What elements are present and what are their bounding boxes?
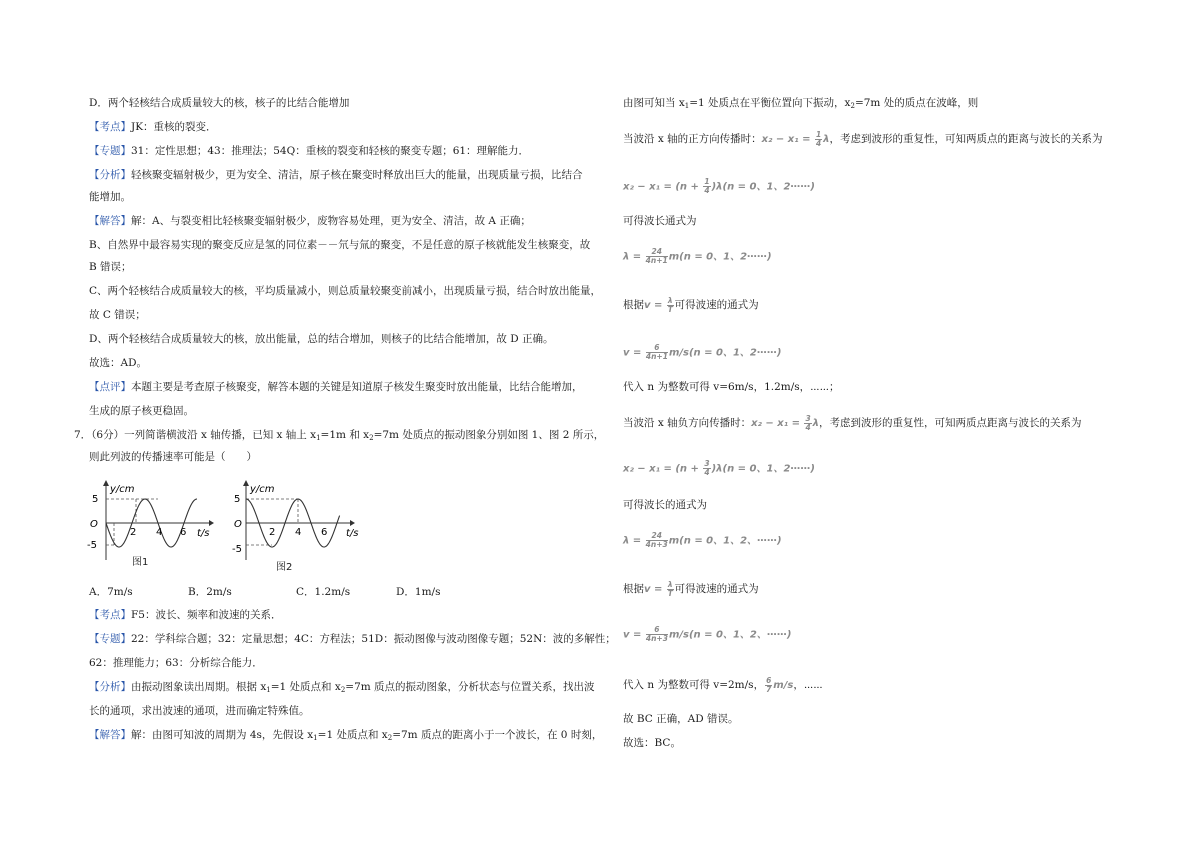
y-tick-pos: 5 [92, 494, 99, 505]
formula: v = $\frac{\lambda}{T}$ [644, 295, 673, 314]
q6-jieda-d: D、两个轻核结合成质量较大的核，放出能量，总的结合增加，则核子的比结合能增加，故 D 正确。 [89, 333, 554, 345]
q6-zhuanti: 【专题】31：定性思想；43：推理法；54Q：重核的裂变和轻核的聚变专题；61：理解能力． [89, 145, 530, 157]
q6-kaodian: 【考点】JK：重核的裂变． [89, 121, 217, 133]
r-line-2: 当波沿 x 轴的正方向传播时：x₂ − x₁ = $\frac{1}{4}$ λ，考虑到波形的重复性，可知两质点的距离与波长的关系为 [623, 129, 1103, 148]
x-tick: 2 [130, 527, 137, 538]
jieda-tag: 【解答】 [89, 729, 131, 741]
formula: x₂ − x₁ = $\frac{3}{4}$ λ [751, 413, 819, 432]
option-d: D．1m/s [396, 586, 441, 598]
dianping-tag: 【点评】 [89, 381, 131, 393]
y-tick-neg: -5 [232, 544, 242, 555]
origin-label: O [90, 519, 98, 530]
r-line-11: 可得波长的通式为 [623, 499, 707, 511]
formula-distance-positive: x₂ − x₁ = (n + $\frac{1}{4}$ )λ(n = 0、1、2⋯⋯) [623, 177, 815, 195]
question-number: 7． [74, 429, 92, 441]
q6-fenxi: 【分析】轻核聚变辐射极少，更为安全、清洁，原子核在聚变时释放出巨大的能量，出现质量亏损，比结合 [89, 169, 583, 181]
x-tick: 4 [295, 527, 302, 538]
x-axis-label: t/s [346, 528, 359, 539]
q7-fenxi-cont: 长的通项，求出波速的通项，进而确定特殊值。 [89, 705, 310, 717]
option-c: C．1.2m/s [296, 586, 351, 598]
r-line-16: 故 BC 正确，AD 错误。 [623, 713, 739, 725]
jieda-tag: 【解答】 [89, 215, 131, 227]
formula: $\frac{6}{7}$ m/s [766, 675, 794, 694]
fenxi-tag: 【分析】 [89, 681, 131, 693]
y-axis-label: y/cm [250, 484, 275, 495]
q6-option-d: D．两个轻核结合成质量较大的核，核子的比结合能增加 [89, 97, 350, 109]
vibration-graph-1 [84, 478, 214, 570]
option-a: A．7m/s [89, 586, 133, 598]
q6-dianping: 【点评】本题主要是考查原子核聚变，解答本题的关键是知道原子核发生聚变时放出能量，比结合能增加， [89, 381, 583, 393]
x-tick: 4 [156, 527, 163, 538]
q6-jieda-c-cont: 故 C 错误； [89, 309, 146, 321]
q6-jieda: 【解答】解：A、与裂变相比轻核聚变辐射极少，废物容易处理，更为安全、清洁，故 A 正确； [89, 215, 531, 227]
r-line-13: 根据v = $\frac{\lambda}{T}$ 可得波速的通式为 [623, 579, 759, 598]
q7-zhuanti-cont: 62：推理能力；63：分析综合能力． [89, 657, 263, 669]
zhuanti-tag: 【专题】 [89, 633, 131, 645]
r-line-17: 故选：BC。 [623, 737, 681, 749]
formula: v = $\frac{\lambda}{T}$ [644, 579, 673, 598]
fenxi-tag: 【分析】 [89, 169, 131, 181]
formula-speed-1: v = $\frac{6}{4n+1}$ m/s(n = 0、1、2⋯⋯) [623, 343, 782, 361]
kaodian-tag: 【考点】 [89, 609, 131, 621]
formula: x₂ − x₁ = $\frac{1}{4}$ λ [761, 129, 830, 148]
y-tick-pos: 5 [234, 494, 241, 505]
r-line-15: 代入 n 为整数可得 v=2m/s， $\frac{6}{7}$ m/s，⋯⋯ [623, 675, 823, 694]
zhuanti-tag: 【专题】 [89, 145, 131, 157]
q6-jieda-c: C、两个轻核结合成质量较大的核，平均质量减小，则总质量较聚变前减小，出现质量亏损，结合时放出能量， [89, 285, 602, 297]
r-line-8: 代入 n 为整数可得 v=6m/s，1.2m/s，⋯⋯； [623, 381, 840, 393]
kaodian-tag: 【考点】 [89, 121, 131, 133]
q6-dianping-cont: 生成的原子核更稳固。 [89, 405, 194, 417]
vibration-graph-2 [228, 478, 360, 570]
formula-wavelength-1: λ = $\frac{24}{4n+1}$ m(n = 0、1、2⋯⋯) [623, 247, 772, 265]
q7-stem-cont: 则此列波的传播速率可能是（ ） [89, 451, 257, 463]
y-axis-label: y/cm [110, 484, 135, 495]
x-tick: 6 [180, 527, 187, 538]
q7-stem: 7．（6分）一列简谐横波沿 x 轴传播，已知 x 轴上 $x_1=1m$ 和 $x_2=7m$ 处质点的振动图象分别如图 1、图 2 所示， [74, 429, 605, 442]
figure-1-caption: 图1 [132, 557, 149, 568]
q6-jieda-b-cont: B 错误； [89, 261, 132, 273]
x-tick: 2 [269, 527, 276, 538]
r-line-1: 由图可知当 $x_1=1$ 处质点在平衡位置向下振动，$x_2=7m$ 处的质点在波峰，则 [623, 97, 979, 110]
x-axis-label: t/s [197, 528, 210, 539]
origin-label: O [234, 519, 242, 530]
q6-jieda-b: B、自然界中最容易实现的聚变反应是氢的同位素－－氘与氚的聚变，不是任意的原子核就能发生核聚变，故 [89, 239, 591, 251]
q7-fenxi: 【分析】由振动图象读出周期。根据 $x_1=1$ 处质点和 $x_2=7m$ 质点的振动图象，分析状态与位置关系，找出波 [89, 681, 595, 694]
q7-jieda: 【解答】解：由图可知波的周期为 4s，先假设 $x_1=1$ 处质点和 $x_2=7m$ 质点的距离小于一个波长，在 0 时刻， [89, 729, 603, 742]
option-b: B．2m/s [188, 586, 232, 598]
r-line-9: 当波沿 x 轴负方向传播时：x₂ − x₁ = $\frac{3}{4}$ λ，考虑到波形的重复性，可知两质点距离与波长的关系为 [623, 413, 1082, 432]
q6-fenxi-cont: 能增加。 [89, 191, 131, 203]
y-tick-neg: -5 [87, 540, 97, 551]
formula-wavelength-2: λ = $\frac{24}{4n+3}$ m(n = 0、1、2、⋯⋯) [623, 531, 782, 549]
formula-distance-negative: x₂ − x₁ = (n + $\frac{3}{4}$ )λ(n = 0、1、2⋯⋯) [623, 459, 815, 477]
q7-zhuanti: 【专题】22：学科综合题；32：定量思想；4C：方程法；51D：振动图像与波动图像专题；52N：波的多解性； [89, 633, 616, 645]
x-tick: 6 [321, 527, 328, 538]
figure-2-caption: 图2 [276, 562, 293, 573]
q6-answer: 故选：AD。 [89, 357, 148, 369]
r-line-6: 根据v = $\frac{\lambda}{T}$ 可得波速的通式为 [623, 295, 759, 314]
formula-speed-2: v = $\frac{6}{4n+3}$ m/s(n = 0、1、2、⋯⋯) [623, 625, 792, 643]
q7-kaodian: 【考点】F5：波长、频率和波速的关系． [89, 609, 282, 621]
r-line-4: 可得波长通式为 [623, 215, 697, 227]
